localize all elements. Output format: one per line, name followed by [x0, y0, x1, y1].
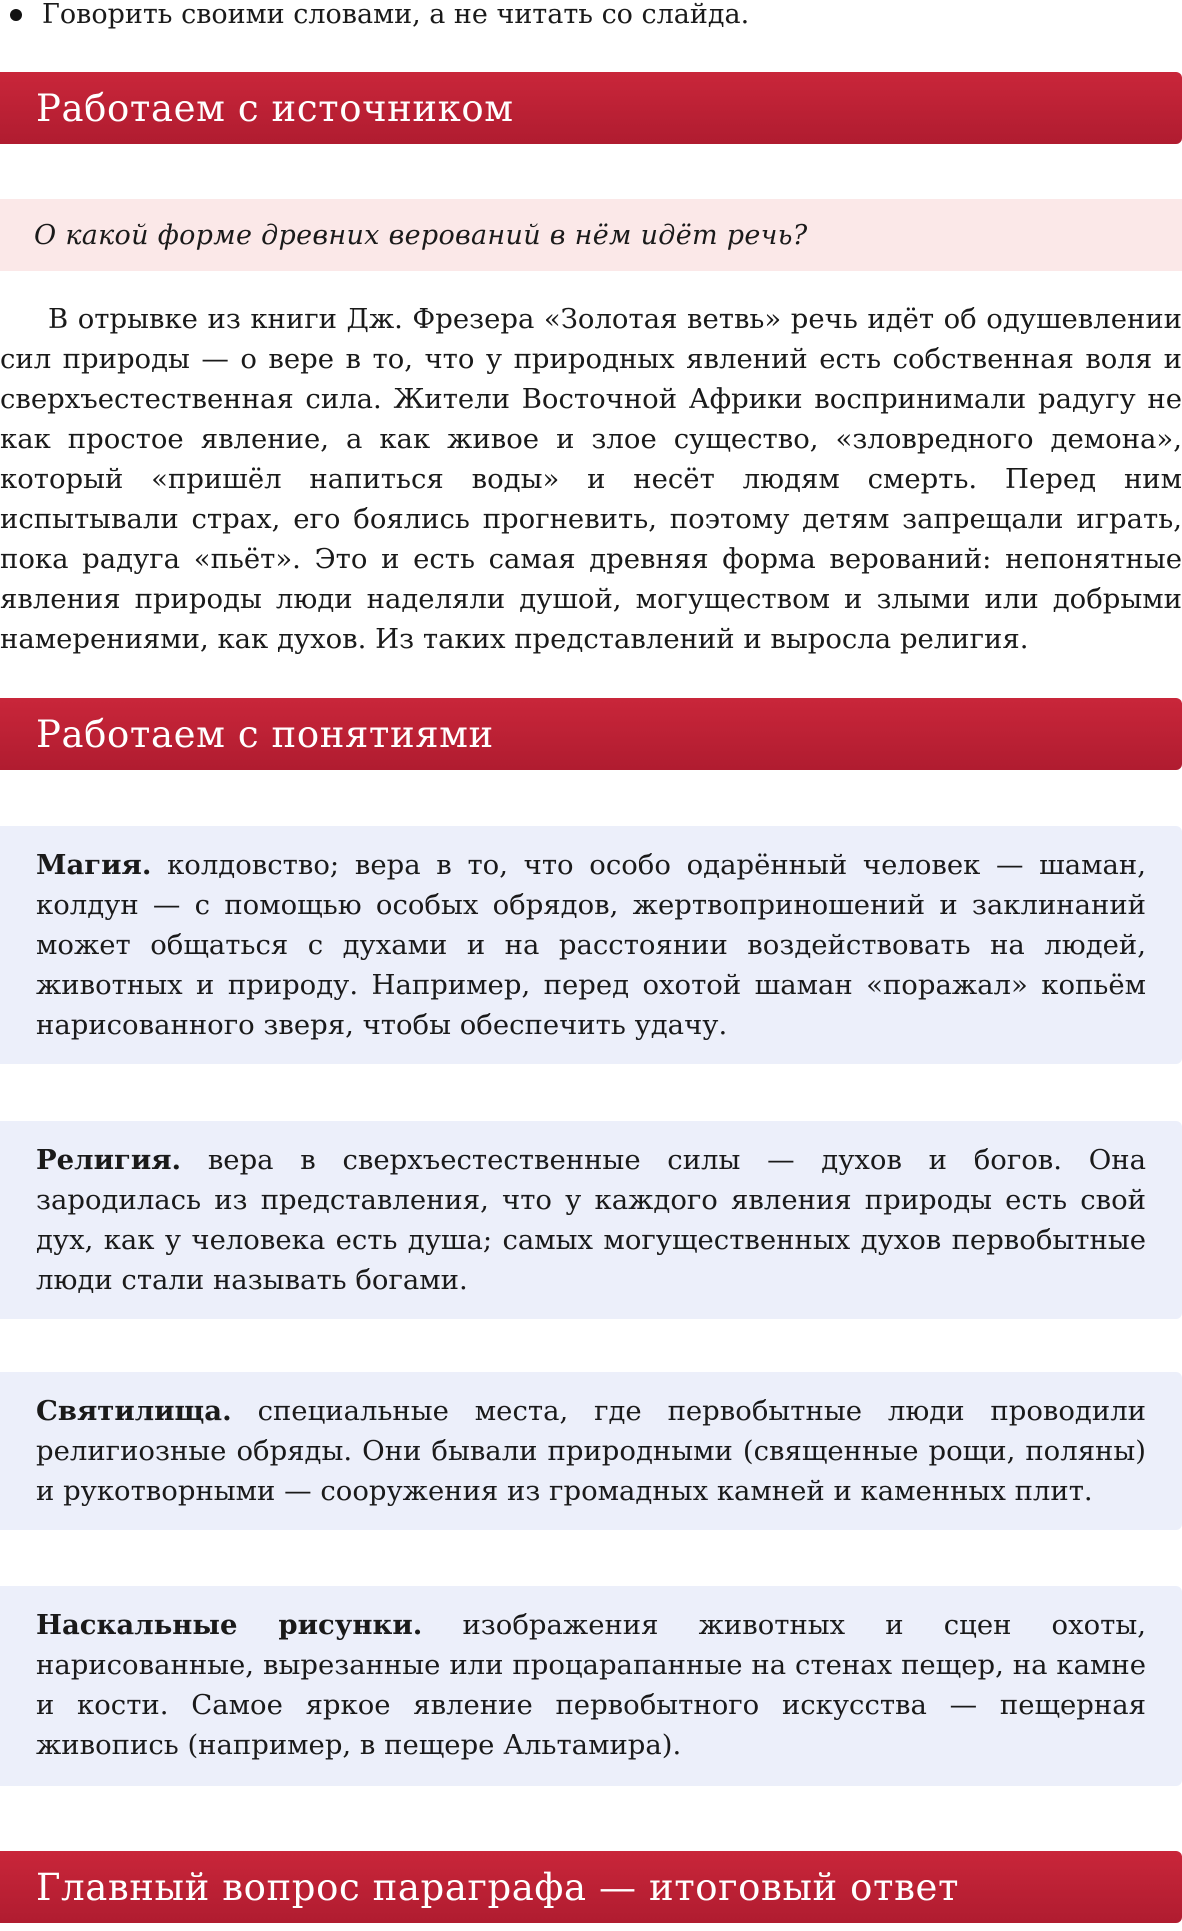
- bullet-text: Говорить своими словами, а не читать со слайда.: [42, 0, 750, 30]
- source-question-box: [0, 199, 1182, 271]
- concept-card-sanctuaries: [0, 1372, 1182, 1530]
- bullet-item: [10, 0, 1170, 34]
- concept-text: [36, 845, 1146, 1045]
- bullet-icon: [10, 9, 22, 21]
- concept-card-magic: [0, 826, 1182, 1064]
- concept-term: Религия.: [36, 1144, 182, 1176]
- concept-term: Магия.: [36, 849, 152, 881]
- concept-definition: вера в сверхъестественные силы — духов и богов. Она зародилась из представления, что у каждого явления природы есть свой дух, как у человека есть душа; самых могущественных духов первобытные люди стали называть богами.: [36, 1144, 1146, 1296]
- section-header-source: [0, 72, 1182, 144]
- section-header-final: [0, 1851, 1182, 1923]
- concept-text: [36, 1605, 1146, 1765]
- concept-term: Святилища.: [36, 1395, 232, 1427]
- concept-definition: специальные места, где первобытные люди проводили религиозные обряды. Они бывали природными (священные рощи, поляны) и рукотворными — сооружения из громадных камней и каменных плит.: [36, 1395, 1146, 1507]
- section-title-final: Главный вопрос параграфа — итоговый ответ: [36, 1865, 960, 1909]
- section-title-source: Работаем с источником: [36, 86, 514, 130]
- section-title-concepts: Работаем с понятиями: [36, 712, 494, 756]
- concept-text: [36, 1140, 1146, 1300]
- source-answer-text: В отрывке из книги Дж. Фрезера «Золотая ветвь» речь идёт об одушевлении сил природы — о вере в то, что у природных явлений есть собственная воля и сверхъестественная сила. Жители Восточной Африки воспринимали радугу не как простое явление, а как живое и злое существо, «зловредного демона», который «пришёл напиться воды» и несёт людям смерть. Перед ним испытывали страх, его боялись прогневить, поэтому детям запрещали играть, пока радуга «пьёт». Это и есть самая древняя форма верований: непонятные явления природы люди наделяли душой, могуществом и злыми или добрыми намерениями, как духов. Из таких представлений и выросла религия.: [0, 303, 1182, 655]
- concept-text: [36, 1391, 1146, 1511]
- concept-card-rock-art: [0, 1586, 1182, 1786]
- source-question: О какой форме древних верований в нём идёт речь?: [34, 219, 808, 251]
- concept-definition: колдовство; вера в то, что особо одарённый человек — шаман, колдун — с помощью особых обрядов, жертвоприношений и заклинаний может общаться с духами и на расстоянии воздействовать на людей, животных и природу. Например, перед охотой шаман «поражал» копьём нарисованного зверя, чтобы обеспечить удачу.: [36, 849, 1146, 1041]
- section-header-concepts: [0, 698, 1182, 770]
- concept-card-religion: [0, 1121, 1182, 1319]
- concept-term: Наскальные рисунки.: [36, 1609, 423, 1641]
- concept-definition: изображения животных и сцен охоты, нарисованные, вырезанные или процарапанные на стенах пещер, на камне и кости. Самое яркое явление первобытного искусства — пещерная живопись (например, в пещере Альтамира).: [36, 1609, 1146, 1761]
